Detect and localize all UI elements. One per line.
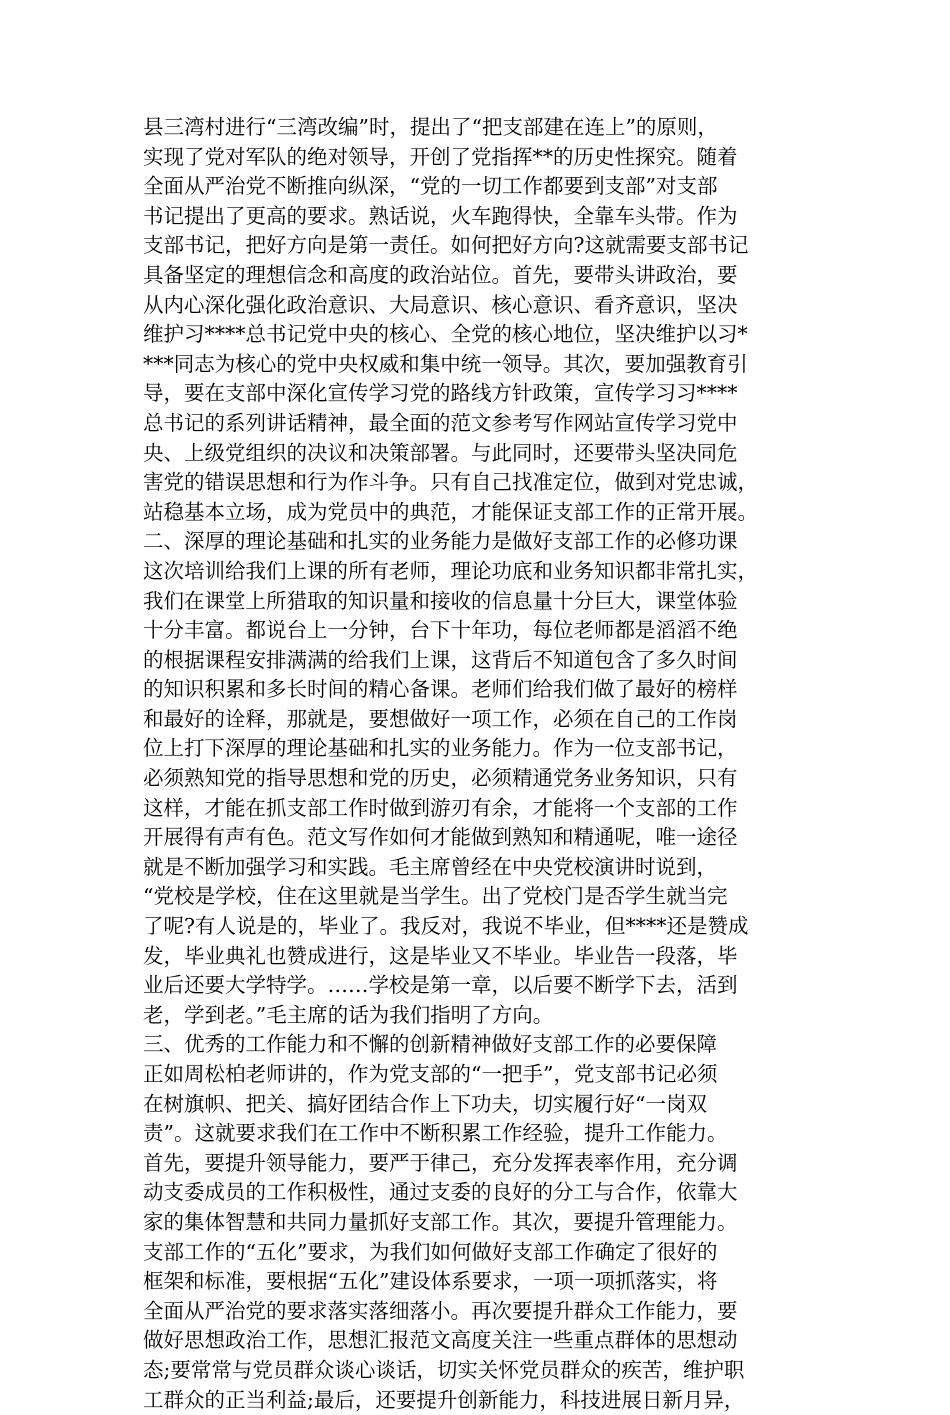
text-line: 的根据课程安排满满的给我们上课，这背后不知道包含了多久时间	[143, 647, 738, 672]
document-body-text	[143, 113, 815, 1415]
text-line: 站稳基本立场，成为党员中的典范，才能保证支部工作的正常开展。	[143, 499, 758, 524]
text-line: 全面从严治党的要求落实落细落小。再次要提升群众工作能力，要	[143, 1298, 738, 1323]
text-line: 责”。这就要求我们在工作中不断积累工作经验，提升工作能力。	[143, 1121, 728, 1146]
text-line: 老，学到老。”毛主席的话为我们指明了方向。	[143, 1002, 554, 1027]
text-line: 我们在课堂上所猎取的知识量和接收的信息量十分巨大，课堂体验	[143, 588, 738, 613]
text-line: “党校是学校，住在这里就是当学生。出了党校门是否学生就当完	[143, 884, 728, 909]
text-line: 和最好的诠释，那就是，要想做好一项工作，必须在自己的工作岗	[143, 706, 738, 731]
text-line: 支部工作的“五化”要求，为我们如何做好支部工作确定了很好的	[143, 1239, 718, 1264]
text-line: 县三湾村进行“三湾改编”时，提出了“把支部建在连上”的原则，	[143, 115, 718, 139]
text-line: 实现了党对军队的绝对领导，开创了党指挥**的历史性探究。随着	[143, 144, 738, 169]
text-line: 动支委成员的工作积极性，通过支委的良好的分工与合作，依靠大	[143, 1180, 738, 1205]
text-line: 三、优秀的工作能力和不懈的创新精神做好支部工作的必要保障	[143, 1032, 717, 1057]
text-line: 位上打下深厚的理论基础和扎实的业务能力。作为一位支部书记，	[143, 736, 738, 761]
text-line: 书记提出了更高的要求。熟话说，火车跑得快，全靠车头带。作为	[143, 203, 738, 228]
text-line: 首先，要提升领导能力，要严于律己，充分发挥表率作用，充分调	[143, 1150, 738, 1175]
text-line: 从内心深化强化政治意识、大局意识、核心意识、看齐意识，坚决	[143, 292, 738, 317]
text-line: 做好思想政治工作，思想汇报范文高度关注一些重点群体的思想动	[143, 1328, 738, 1353]
text-line: 二、深厚的理论基础和扎实的业务能力是做好支部工作的必修功课	[143, 529, 738, 554]
text-line: 就是不断加强学习和实践。毛主席曾经在中央党校演讲时说到，	[143, 854, 717, 879]
text-line: 框架和标准，要根据“五化”建设体系要求，一项一项抓落实，将	[143, 1269, 718, 1294]
text-line: 总书记的系列讲话精神，最全面的范文参考写作网站宣传学习党中	[143, 410, 738, 435]
text-line: 家的集体智慧和共同力量抓好支部工作。其次，要提升管理能力。	[143, 1209, 738, 1234]
text-line: 这样，才能在抓支部工作时做到游刃有余，才能将一个支部的工作	[143, 795, 738, 820]
text-line: 发，毕业典礼也赞成进行，这是毕业又不毕业。毕业告一段落，毕	[143, 943, 738, 968]
text-line: 导，要在支部中深化宣传学习党的路线方针政策，宣传学习习****	[143, 381, 738, 406]
text-line: 维护习****总书记党中央的核心、全党的核心地位，坚决维护以习*	[143, 322, 748, 347]
text-line: 开展得有声有色。范文写作如何才能做到熟知和精通呢，唯一途径	[143, 825, 738, 850]
text-line: 业后还要大学特学。……学校是第一章，以后要不断学下去，活到	[143, 973, 738, 998]
text-line: 具备坚定的理想信念和高度的政治站位。首先，要带头讲政治，要	[143, 262, 738, 287]
text-line: 了呢?有人说是的，毕业了。我反对，我说不毕业，但****还是赞成	[143, 914, 749, 939]
text-line: 工群众的正当利益;最后，还要提升创新能力，科技进展日新月异，	[143, 1387, 745, 1412]
text-line: 全面从严治党不断推向纵深，“党的一切工作都要到支部”对支部	[143, 174, 718, 199]
text-line: 的知识积累和多长时间的精心备课。老师们给我们做了最好的榜样	[143, 677, 738, 702]
text-line: 央、上级党组织的决议和决策部署。与此同时，还要带头坚决同危	[143, 440, 738, 465]
text-line: 害党的错误思想和行为作斗争。只有自己找准定位，做到对党忠诚，	[143, 470, 758, 495]
text-line: ***同志为核心的党中央权威和集中统一领导。其次，要加强教育引	[143, 351, 748, 376]
text-line: 正如周松柏老师讲的，作为党支部的“一把手”，党支部书记必须	[143, 1062, 718, 1086]
text-line: 这次培训给我们上课的所有老师，理论功底和业务知识都非常扎实，	[143, 558, 758, 583]
text-line: 十分丰富。都说台上一分钟，台下十年功，每位老师都是滔滔不绝	[143, 618, 738, 643]
text-line: 必须熟知党的指导思想和党的历史，必须精通党务业务知识，只有	[143, 766, 738, 791]
text-line: 态;要常常与党员群众谈心谈话，切实关怀党员群众的疾苦，维护职	[143, 1357, 745, 1382]
text-line: 支部书记，把好方向是第一责任。如何把好方向?这就需要支部书记	[143, 233, 749, 258]
text-line: 在树旗帜、把关、搞好团结合作上下功夫，切实履行好“一岗双	[143, 1091, 707, 1116]
